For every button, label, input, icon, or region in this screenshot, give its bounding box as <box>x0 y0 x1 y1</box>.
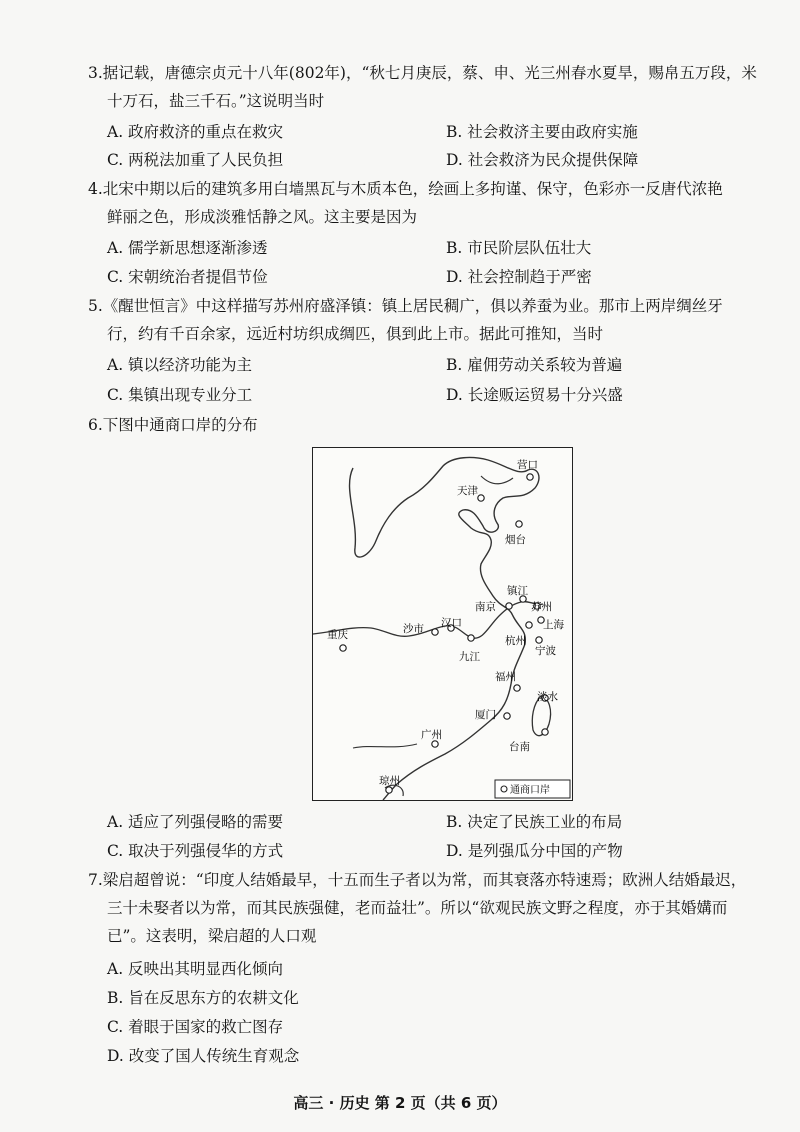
question-stem: 《醒世恒言》中这样描写苏州府盛泽镇：镇上居民稠广，俱以养蚕为业。那市上两岸绸丝牙 <box>102 297 723 315</box>
question-stem-cont: 十万石，盐三千石。”这说明当时 <box>107 92 325 110</box>
city-label: 苏州 <box>531 601 552 613</box>
question-stem: 北宋中期以后的建筑多用白墙黑瓦与木质本色，绘画上多拘谨、保守，色彩亦一反唐代浓艳 <box>102 180 723 198</box>
city-label: 琼州 <box>379 775 400 787</box>
option-d[interactable]: D. 社会救济为民众提供保障 <box>446 151 639 169</box>
city-label: 宁波 <box>535 645 556 657</box>
port-marker <box>432 741 438 747</box>
option-c[interactable]: C. 取决于列强侵华的方式 <box>107 842 284 860</box>
port-marker <box>432 629 438 635</box>
port-marker <box>536 637 542 643</box>
city-label: 淡水 <box>537 691 558 703</box>
question-stem-cont: 已”。这表明，梁启超的人口观 <box>107 927 317 945</box>
city-label: 广州 <box>421 729 442 741</box>
city-label: 镇江 <box>507 585 528 597</box>
option-b[interactable]: B. 市民阶层队伍壮大 <box>446 239 592 257</box>
option-b[interactable]: B. 旨在反思东方的农耕文化 <box>107 989 299 1007</box>
port-marker <box>504 713 510 719</box>
port-marker <box>340 645 346 651</box>
legend-marker <box>501 786 507 792</box>
port-marker <box>516 521 522 527</box>
city-label: 汉口 <box>441 617 462 629</box>
port-marker <box>468 635 474 641</box>
question-stem: 梁启超曾说：“印度人结婚最早，十五而生子者以为常，而其衰落亦特速焉；欧洲人结婚最迟， <box>102 871 747 889</box>
city-label: 台南 <box>509 741 530 753</box>
option-b[interactable]: B. 决定了民族工业的布局 <box>446 813 623 831</box>
question-6 <box>88 411 768 439</box>
question-stem-cont: 行，约有千百余家，远近村坊织成绸匹，俱到此上市。据此可推知，当时 <box>107 325 604 343</box>
option-d[interactable]: D. 社会控制趋于严密 <box>446 268 592 286</box>
option-c[interactable]: C. 集镇出现专业分工 <box>107 386 253 404</box>
legend-label: 通商口岸 <box>510 785 550 796</box>
option-d[interactable]: D. 改变了国人传统生育观念 <box>107 1047 300 1065</box>
option-a[interactable]: A. 反映出其明显西化倾向 <box>107 960 284 978</box>
option-b[interactable]: B. 雇佣劳动关系较为普遍 <box>446 356 623 374</box>
question-5 <box>88 292 768 348</box>
city-label: 福州 <box>495 671 516 683</box>
option-d[interactable]: D. 长途贩运贸易十分兴盛 <box>446 386 623 404</box>
city-label: 沙市 <box>403 623 424 635</box>
city-label: 厦门 <box>475 709 496 721</box>
city-label: 九江 <box>459 651 480 663</box>
port-marker <box>527 474 533 480</box>
city-label: 营口 <box>517 459 538 471</box>
option-b[interactable]: B. 社会救济主要由政府实施 <box>446 123 638 141</box>
bohai-coast <box>481 476 513 484</box>
port-marker <box>478 495 484 501</box>
question-number: 6. <box>88 416 103 434</box>
question-stem: 下图中通商口岸的分布 <box>102 416 258 434</box>
port-marker <box>506 603 512 609</box>
city-label: 杭州 <box>505 635 526 647</box>
city-label: 烟台 <box>505 534 526 546</box>
question-stem-cont: 鲜丽之色，形成淡雅恬静之风。这主要是因为 <box>107 208 418 226</box>
port-marker <box>542 729 548 735</box>
city-label: 上海 <box>543 619 564 631</box>
port-marker <box>386 787 392 793</box>
city-label: 重庆 <box>327 629 348 641</box>
option-c[interactable]: C. 宋朝统治者提倡节俭 <box>107 268 268 286</box>
option-a[interactable]: A. 政府救济的重点在救灾 <box>107 123 284 141</box>
port-marker <box>526 622 532 628</box>
pearl-river <box>353 744 417 748</box>
page-footer: 高三 · 历史 第 2 页（共 6 页） <box>293 1094 507 1112</box>
question-number: 4. <box>88 180 103 198</box>
question-3 <box>88 59 768 115</box>
question-4 <box>88 175 768 231</box>
port-marker <box>514 685 520 691</box>
question-number: 5. <box>88 297 103 315</box>
option-a[interactable]: A. 儒学新思想逐渐渗透 <box>107 239 268 257</box>
question-stem-cont: 三十未娶者以为常，而其民族强健，老而益壮”。所以“欲观民族文野之程度，亦于其婚媾而 <box>107 899 728 917</box>
option-d[interactable]: D. 是列强瓜分中国的产物 <box>446 842 623 860</box>
city-label: 天津 <box>457 485 478 497</box>
city-label: 南京 <box>475 601 496 613</box>
option-a[interactable]: A. 镇以经济功能为主 <box>107 356 253 374</box>
treaty-ports-map <box>312 447 573 801</box>
option-c[interactable]: C. 两税法加重了人民负担 <box>107 151 284 169</box>
option-a[interactable]: A. 适应了列强侵略的需要 <box>107 813 284 831</box>
question-number: 3. <box>88 64 103 82</box>
question-7 <box>88 866 768 950</box>
question-stem: 据记载，唐德宗贞元十八年(802年)，“秋七月庚辰，蔡、申、光三州春水夏旱，赐帛五万段，米 <box>102 64 757 82</box>
map-drawing <box>313 448 572 800</box>
question-number: 7. <box>88 871 103 889</box>
option-c[interactable]: C. 着眼于国家的救亡图存 <box>107 1018 284 1036</box>
